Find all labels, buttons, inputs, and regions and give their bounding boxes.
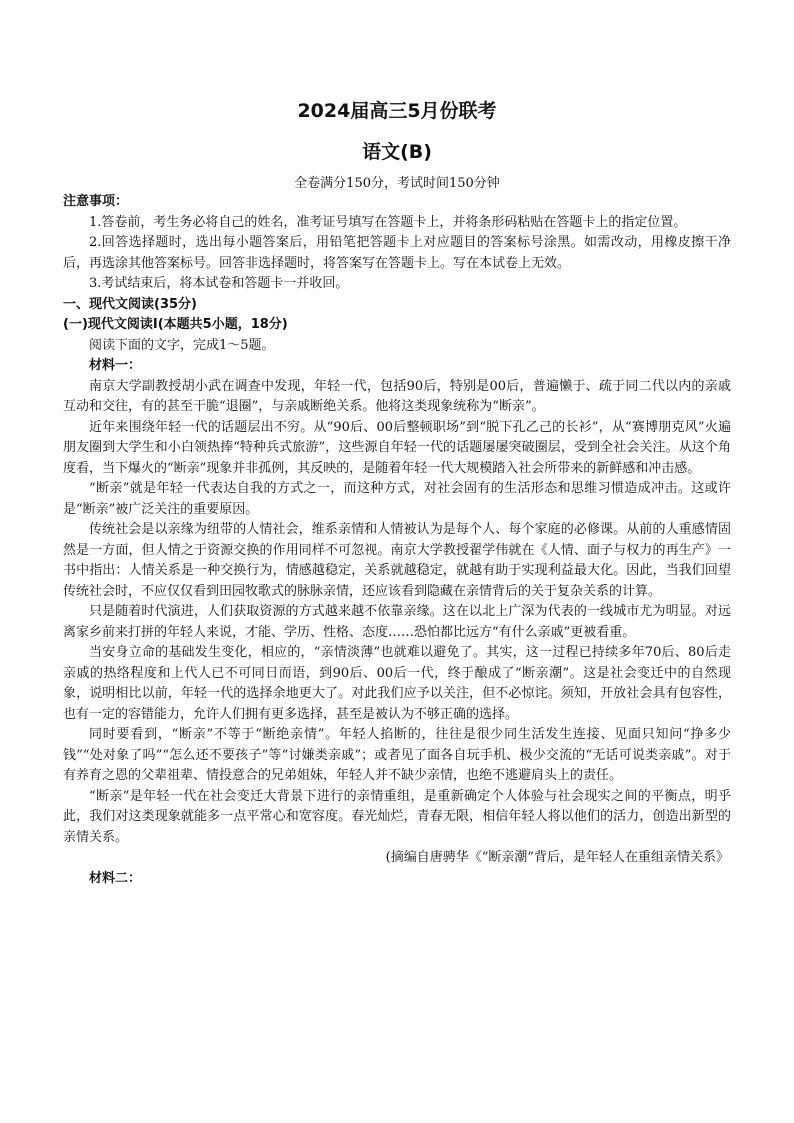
subject-title: 语文(B) xyxy=(362,141,432,163)
notice-item: 1.答卷前，考生务必将自己的姓名，准考证号填写在答题卡上，并将条形码粘贴在答题卡上的指定位置。 xyxy=(89,214,687,230)
notice-item: 3.考试结束后，将本试卷和答题卡一并收回。 xyxy=(89,276,349,291)
notice-item: 2.回答选择题时，选出每小题答案后，用铅笔把答题卡上对应题目的答案标号涂黑。如需改动，用橡皮擦干净后，再选涂其他答案标号。回答非选择题时，将答案写在答题卡上。写在本试卷上无效。 xyxy=(63,235,731,271)
material-label: 材料一： xyxy=(89,358,142,373)
exam-content xyxy=(63,192,731,889)
subsection-heading: (一)现代文阅读Ⅰ(本题共5小题，18分) xyxy=(63,317,288,332)
article-paragraph: 南京大学副教授胡小武在调查中发现，年轻一代，包括90后，特别是00后，普遍懒于、疏于同二代以内的亲戚互动和交往，有的甚至干脆“退圈”，与亲戚断绝关系。他将这类现象统称为“断亲”。 xyxy=(63,378,731,414)
article-paragraph: 同时要看到，“断亲”不等于“断绝亲情”。年轻人掐断的，往往是很少同生活发生连接、见面只知问“挣多少钱”“处对象了吗”“怎么还不要孩子”等“讨嫌类亲戚”；或者见了面各自玩手机、极少交流的“无话可说类亲戚”。对于有养育之恩的父辈祖辈、情投意合的兄弟姐妹，年轻人并不缺少亲情，也绝不逃避肩头上的责任。 xyxy=(63,727,731,783)
exam-info: 全卷满分150分，考试时间150分钟 xyxy=(294,176,500,191)
article-paragraph: “断亲”是年轻一代在社会变迁大背景下进行的亲情重组，是重新确定个人体验与社会现实之间的平衡点，明乎此，我们对这类现象就能多一点平常心和宽容度。春光灿烂，青春无限，相信年轻人将以他们的活力，创造出新型的亲情关系。 xyxy=(63,788,731,845)
material-label: 材料二： xyxy=(89,870,142,886)
article-paragraph: 当安身立命的基础发生变化，相应的，“亲情淡薄”也就难以避免了。其实，这一过程已持续多年70后、80后走亲戚的热络程度和上代人已不可同日而语，到90后、00后一代，终于酿成了“断亲潮”。这是社会变迁中的自然现象，说明相比以前，年轻一代的选择余地更大了。对此我们应予以关注，但不必惊诧。须知，开放社会具有包容性，也有一定的容错能力，允许人们拥有更多选择，甚至是被认为不够正确的选择。 xyxy=(63,645,731,722)
article-source: (摘编自唐骋华《“断亲潮”背后，是年轻人在重组亲情关系》 xyxy=(385,850,729,865)
exam-title: 2024届高三5月份联考 xyxy=(297,100,497,122)
article-paragraph: 传统社会是以亲缘为纽带的人情社会，维系亲情和人情被认为是每个人、每个家庭的必修课。从前的人重感情固然是一方面，但人情之于资源交换的作用同样不可忽视。南京大学教授翟学伟就在《人情、面子与权力的再生产》一书中指出：人情关系是一种交换行为，情感越稳定，关系就越稳定，就越有助于实现利益最大化。因此，当我们回望传统社会时，不应仅仅看到田园牧歌式的脉脉亲情，还应该看到隐藏在亲情背后的关于复杂关系的计算。 xyxy=(63,522,731,599)
section-heading: 一、现代文阅读(35分) xyxy=(63,296,197,312)
article-paragraph: 只是随着时代演进，人们获取资源的方式越来越不依靠亲缘。这在以北上广深为代表的一线城市尤为明显。对远离家乡前来打拼的年轻人来说，才能、学历、性格、态度……恐怕都比远方“有什么亲戚”更被看重。 xyxy=(63,604,731,640)
notice-heading: 注意事项： xyxy=(63,194,129,209)
reading-instruction: 阅读下面的文字，完成1～5题。 xyxy=(89,337,275,353)
article-paragraph: 近年来围绕年轻一代的话题层出不穷。从“90后、00后整顿职场”到“脱下孔乙己的长衫”，从“赛博朋克风”火遍朋友圈到大学生和小白领热捧“特种兵式旅游”，这些源自年轻一代的话题屡屡突破圈层，受到全社会关注。从这个角度看，当下爆火的“断亲”现象并非孤例，其反映的，是随着年轻一代大规模踏入社会所带来的新鲜感和冲击感。 xyxy=(63,419,731,476)
article-paragraph: “断亲”就是年轻一代表达自我的方式之一，而这种方式，对社会固有的生活形态和思维习惯造成冲击。这或许是“断亲”被广泛关注的重要原因。 xyxy=(63,481,731,517)
